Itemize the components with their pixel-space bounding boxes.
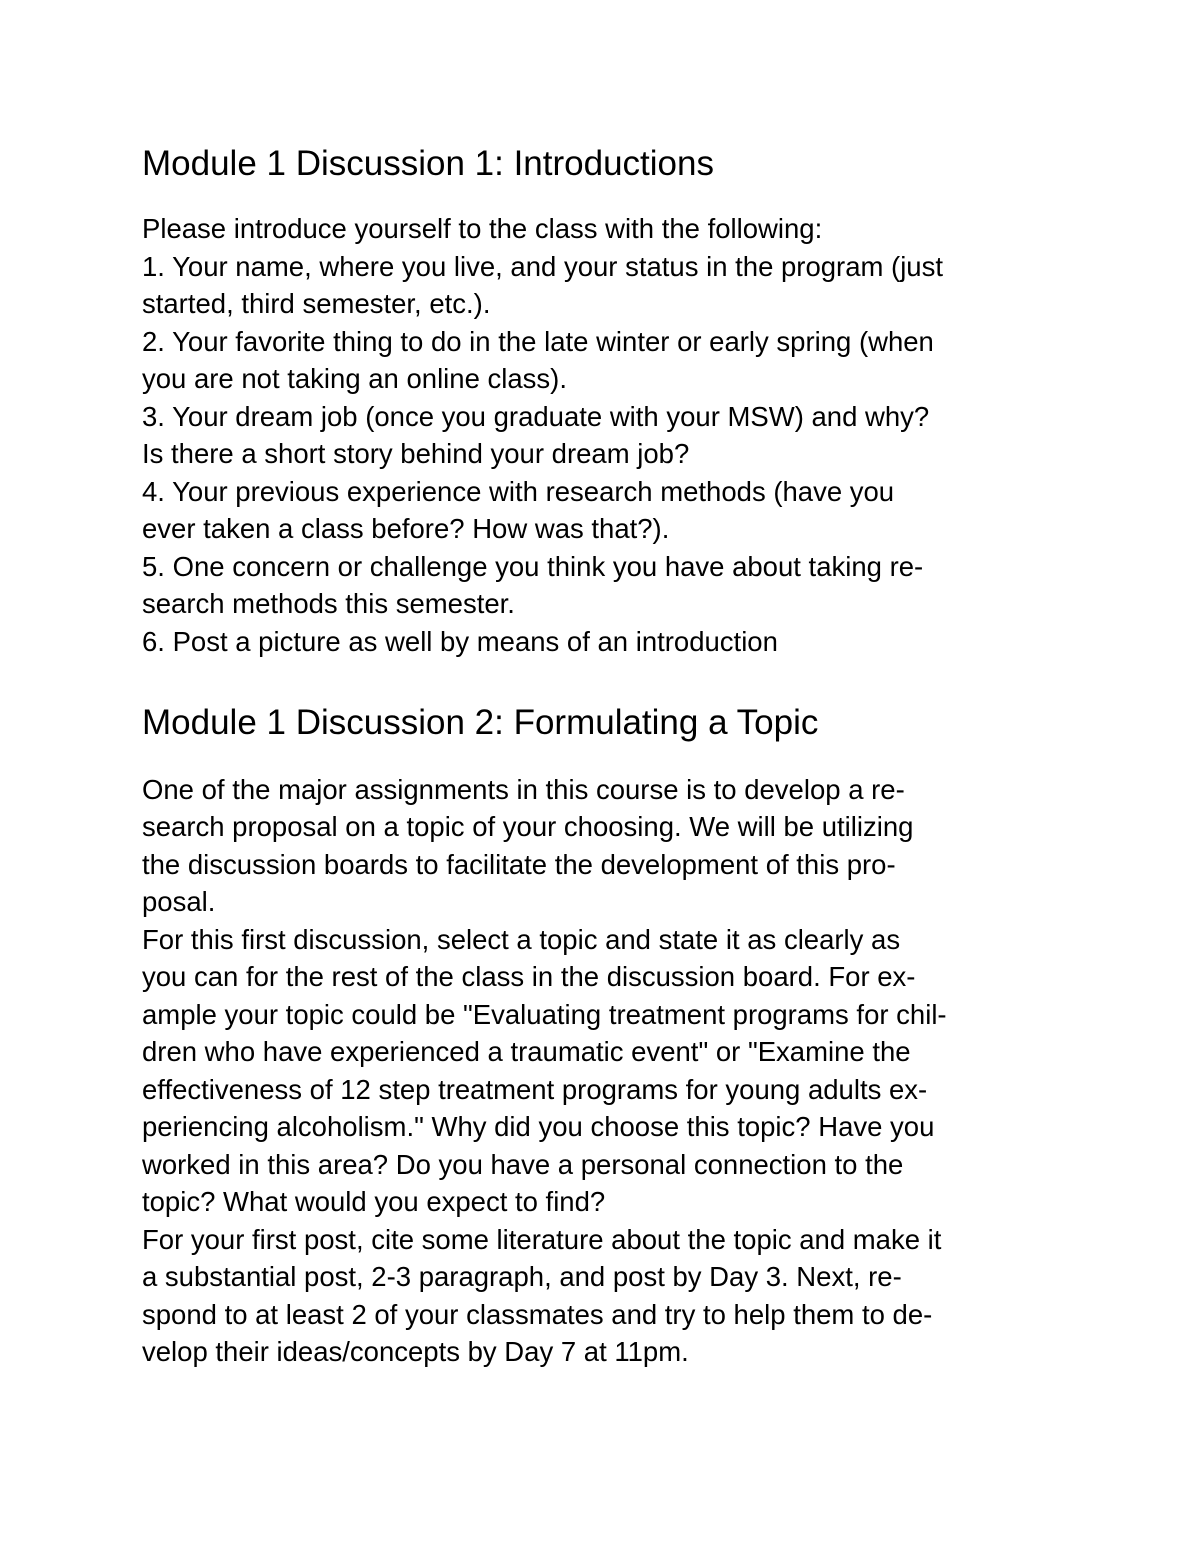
- section1-line: 3. Your dream job (once you graduate with your MSW) and why?: [142, 401, 930, 432]
- section2-line: ample your topic could be "Evaluating treatment programs for chil-: [142, 999, 947, 1030]
- section2-line: topic? What would you expect to find?: [142, 1186, 606, 1217]
- section1-line: you are not taking an online class).: [142, 363, 567, 394]
- section1-line: 2. Your favorite thing to do in the late winter or early spring (when: [142, 326, 934, 357]
- section1-line: Is there a short story behind your dream job?: [142, 438, 690, 469]
- section1-line: 4. Your previous experience with research methods (have you: [142, 476, 895, 507]
- section1-line: 6. Post a picture as well by means of an introduction: [142, 626, 778, 657]
- section1-line: Please introduce yourself to the class with the following:: [142, 213, 823, 244]
- section2-line: velop their ideas/concepts by Day 7 at 11pm.: [142, 1336, 689, 1367]
- section1-line: 5. One concern or challenge you think you have about taking re-: [142, 551, 924, 582]
- section2-line: spond to at least 2 of your classmates and try to help them to de-: [142, 1299, 933, 1330]
- section2-line: dren who have experienced a traumatic event" or "Examine the: [142, 1036, 911, 1067]
- section2-line: a substantial post, 2-3 paragraph, and post by Day 3. Next, re-: [142, 1261, 902, 1292]
- section2-line: search proposal on a topic of your choosing. We will be utilizing: [142, 811, 914, 842]
- section2-line: posal.: [142, 886, 216, 917]
- section2-line: effectiveness of 12 step treatment programs for young adults ex-: [142, 1074, 928, 1105]
- section1-line: 1. Your name, where you live, and your status in the program (just: [142, 251, 943, 282]
- section1-line: ever taken a class before? How was that?).: [142, 513, 670, 544]
- section2-line: periencing alcoholism." Why did you choose this topic? Have you: [142, 1111, 935, 1142]
- section2-line: the discussion boards to facilitate the development of this pro-: [142, 849, 896, 880]
- section1-line: started, third semester, etc.).: [142, 288, 491, 319]
- section2-line: you can for the rest of the class in the discussion board. For ex-: [142, 961, 916, 992]
- section2-title: Module 1 Discussion 2: Formulating a Topic: [142, 703, 819, 742]
- section1-title: Module 1 Discussion 1: Introductions: [142, 144, 714, 183]
- section2-line: worked in this area? Do you have a personal connection to the: [142, 1149, 904, 1180]
- section2-line: For your first post, cite some literature about the topic and make it: [142, 1224, 942, 1255]
- section1-line: search methods this semester.: [142, 588, 515, 619]
- section2-line: For this first discussion, select a topic and state it as clearly as: [142, 924, 901, 955]
- section2-line: One of the major assignments in this course is to develop a re-: [142, 774, 905, 805]
